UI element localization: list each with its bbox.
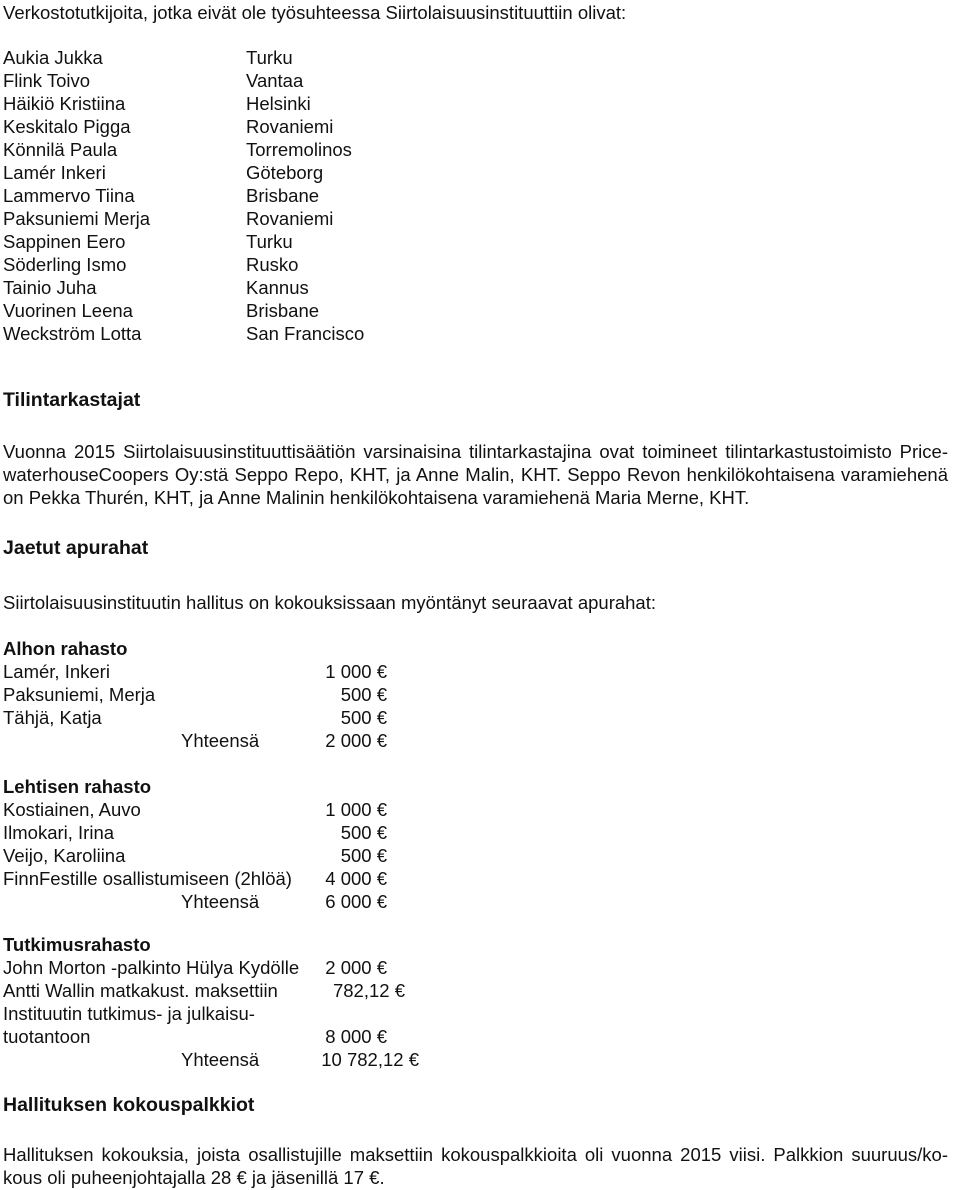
board-fees-paragraph [3,1143,948,1189]
researcher-row [3,299,364,322]
grant-total: 6 000 € [325,891,387,912]
researcher-row [3,46,364,69]
grant-row [3,706,423,729]
researcher-city: Brisbane [246,185,320,206]
researcher-city: San Francisco [246,323,365,344]
grant-recipient: Lamér, Inkeri [3,661,110,682]
paragraph-line: kous oli puheenjohtajalla 28 € ja jäsenillä 17 €. [3,1167,385,1188]
grant-recipient: FinnFestille osallistumiseen (2hlöä) [3,868,292,889]
fund-research [3,933,423,1071]
researcher-row [3,207,364,230]
auditors-paragraph [3,440,948,509]
researcher-row [3,253,364,276]
grant-recipient: Veijo, Karoliina [3,845,126,866]
grant-row [3,979,423,1002]
fund-alho [3,637,423,752]
researcher-name: Lammervo Tiina [3,185,135,206]
fund-title: Tutkimusrahasto [3,934,151,955]
researcher-name: Könnilä Paula [3,139,118,160]
researcher-name: Weckström Lotta [3,323,142,344]
grant-amount: 500 € [340,845,387,866]
grant-row [3,798,423,821]
grant-amount: 4 000 € [325,868,387,889]
grant-amount: 2 000 € [325,957,387,978]
researchers-intro: Verkostotutkijoita, jotka eivät ole työsuhteessa Siirtolaisuusinstituuttiin olivat: [3,2,627,23]
grant-row [3,683,423,706]
researcher-name: Tainio Juha [3,277,97,298]
researcher-name: Häikiö Kristiina [3,93,126,114]
grant-amount: 8 000 € [325,1026,387,1047]
grant-row [3,821,423,844]
grant-recipient: Paksuniemi, Merja [3,684,156,705]
paragraph-line: waterhouseCoopers Oy:stä Seppo Repo, KHT, ja Anne Malin, KHT. Seppo Revon henkilökohtaisena varamiehenä [3,464,948,485]
grant-row [3,1025,423,1048]
grant-amount: 782,12 € [332,980,405,1001]
grants-heading: Jaetut apurahat [3,537,149,559]
paragraph-line: on Pekka Thurén, KHT, ja Anne Malinin henkilökohtaisena varamiehenä Maria Merne, KHT. [3,487,750,508]
paragraph-line: Vuonna 2015 Siirtolaisuusinstituuttisäätiön varsinaisina tilintarkastajina ovat toimineet tilintarkastustoimisto Price- [3,441,948,462]
grant-amount: 500 € [340,707,387,728]
researcher-name: Keskitalo Pigga [3,116,131,137]
grant-recipient: Kostiainen, Auvo [3,799,141,820]
researcher-city: Brisbane [246,300,320,321]
researcher-row [3,92,364,115]
grant-total: 10 782,12 € [321,1049,419,1070]
researcher-name: Vuorinen Leena [3,300,133,321]
researcher-row [3,138,364,161]
researcher-row [3,161,364,184]
grant-recipient: Tähjä, Katja [3,707,102,728]
researcher-row [3,69,364,92]
paragraph-line: Hallituksen kokouksia, joista osallistujille maksettiin kokouspalkkioita oli vuonna 2015 viisi. Palkkion suuruus/ko- [3,1144,948,1165]
researcher-name: Flink Toivo [3,70,91,91]
fund-title: Alhon rahasto [3,638,128,659]
researcher-row [3,184,364,207]
researcher-city: Kannus [246,277,309,298]
researcher-name: Lamér Inkeri [3,162,106,183]
researcher-list [3,46,364,345]
board-fees-heading: Hallituksen kokouspalkkiot [3,1094,255,1116]
auditors-heading: Tilintarkastajat [3,389,141,411]
researcher-city: Rovaniemi [246,208,334,229]
researcher-row [3,276,364,299]
grant-recipient: Instituutin tutkimus- ja julkaisu- [3,1003,255,1024]
grant-row [3,867,423,890]
researcher-city: Göteborg [246,162,324,183]
researcher-city: Turku [246,47,293,68]
researcher-city: Helsinki [246,93,311,114]
grant-amount: 1 000 € [325,799,387,820]
grants-intro [3,591,948,614]
grant-row [3,956,423,979]
grant-amount: 500 € [340,684,387,705]
grant-total: 2 000 € [325,730,387,751]
researcher-row [3,115,364,138]
grant-row [3,660,423,683]
researcher-city: Vantaa [246,70,304,91]
researcher-city: Rovaniemi [246,116,334,137]
grant-total-label: Yhteensä [181,891,260,912]
grant-row [3,1002,423,1025]
researcher-name: Sappinen Eero [3,231,126,252]
researcher-name: Aukia Jukka [3,47,103,68]
grant-total-row [3,1048,423,1071]
grant-row [3,844,423,867]
researcher-name: Paksuniemi Merja [3,208,151,229]
researcher-name: Söderling Ismo [3,254,127,275]
researcher-city: Rusko [246,254,299,275]
grant-recipient: Ilmokari, Irina [3,822,115,843]
researcher-row [3,230,364,253]
grant-total-row [3,890,423,913]
fund-title: Lehtisen rahasto [3,776,152,797]
grant-total-label: Yhteensä [181,730,260,751]
researcher-city: Turku [246,231,293,252]
grant-amount: 500 € [340,822,387,843]
grant-total-row [3,729,423,752]
grant-amount: 1 000 € [325,661,387,682]
researcher-city: Torremolinos [246,139,352,160]
grant-recipient: John Morton -palkinto Hülya Kydölle [3,957,300,978]
grant-recipient: tuotantoon [3,1026,91,1047]
grant-total-label: Yhteensä [181,1049,260,1070]
grant-recipient: Antti Wallin matkakust. maksettiin [3,980,278,1001]
paragraph-line: Siirtolaisuusinstituutin hallitus on kokouksissaan myöntänyt seuraavat apurahat: [3,592,657,613]
fund-lehtinen [3,775,423,913]
researcher-row [3,322,364,345]
